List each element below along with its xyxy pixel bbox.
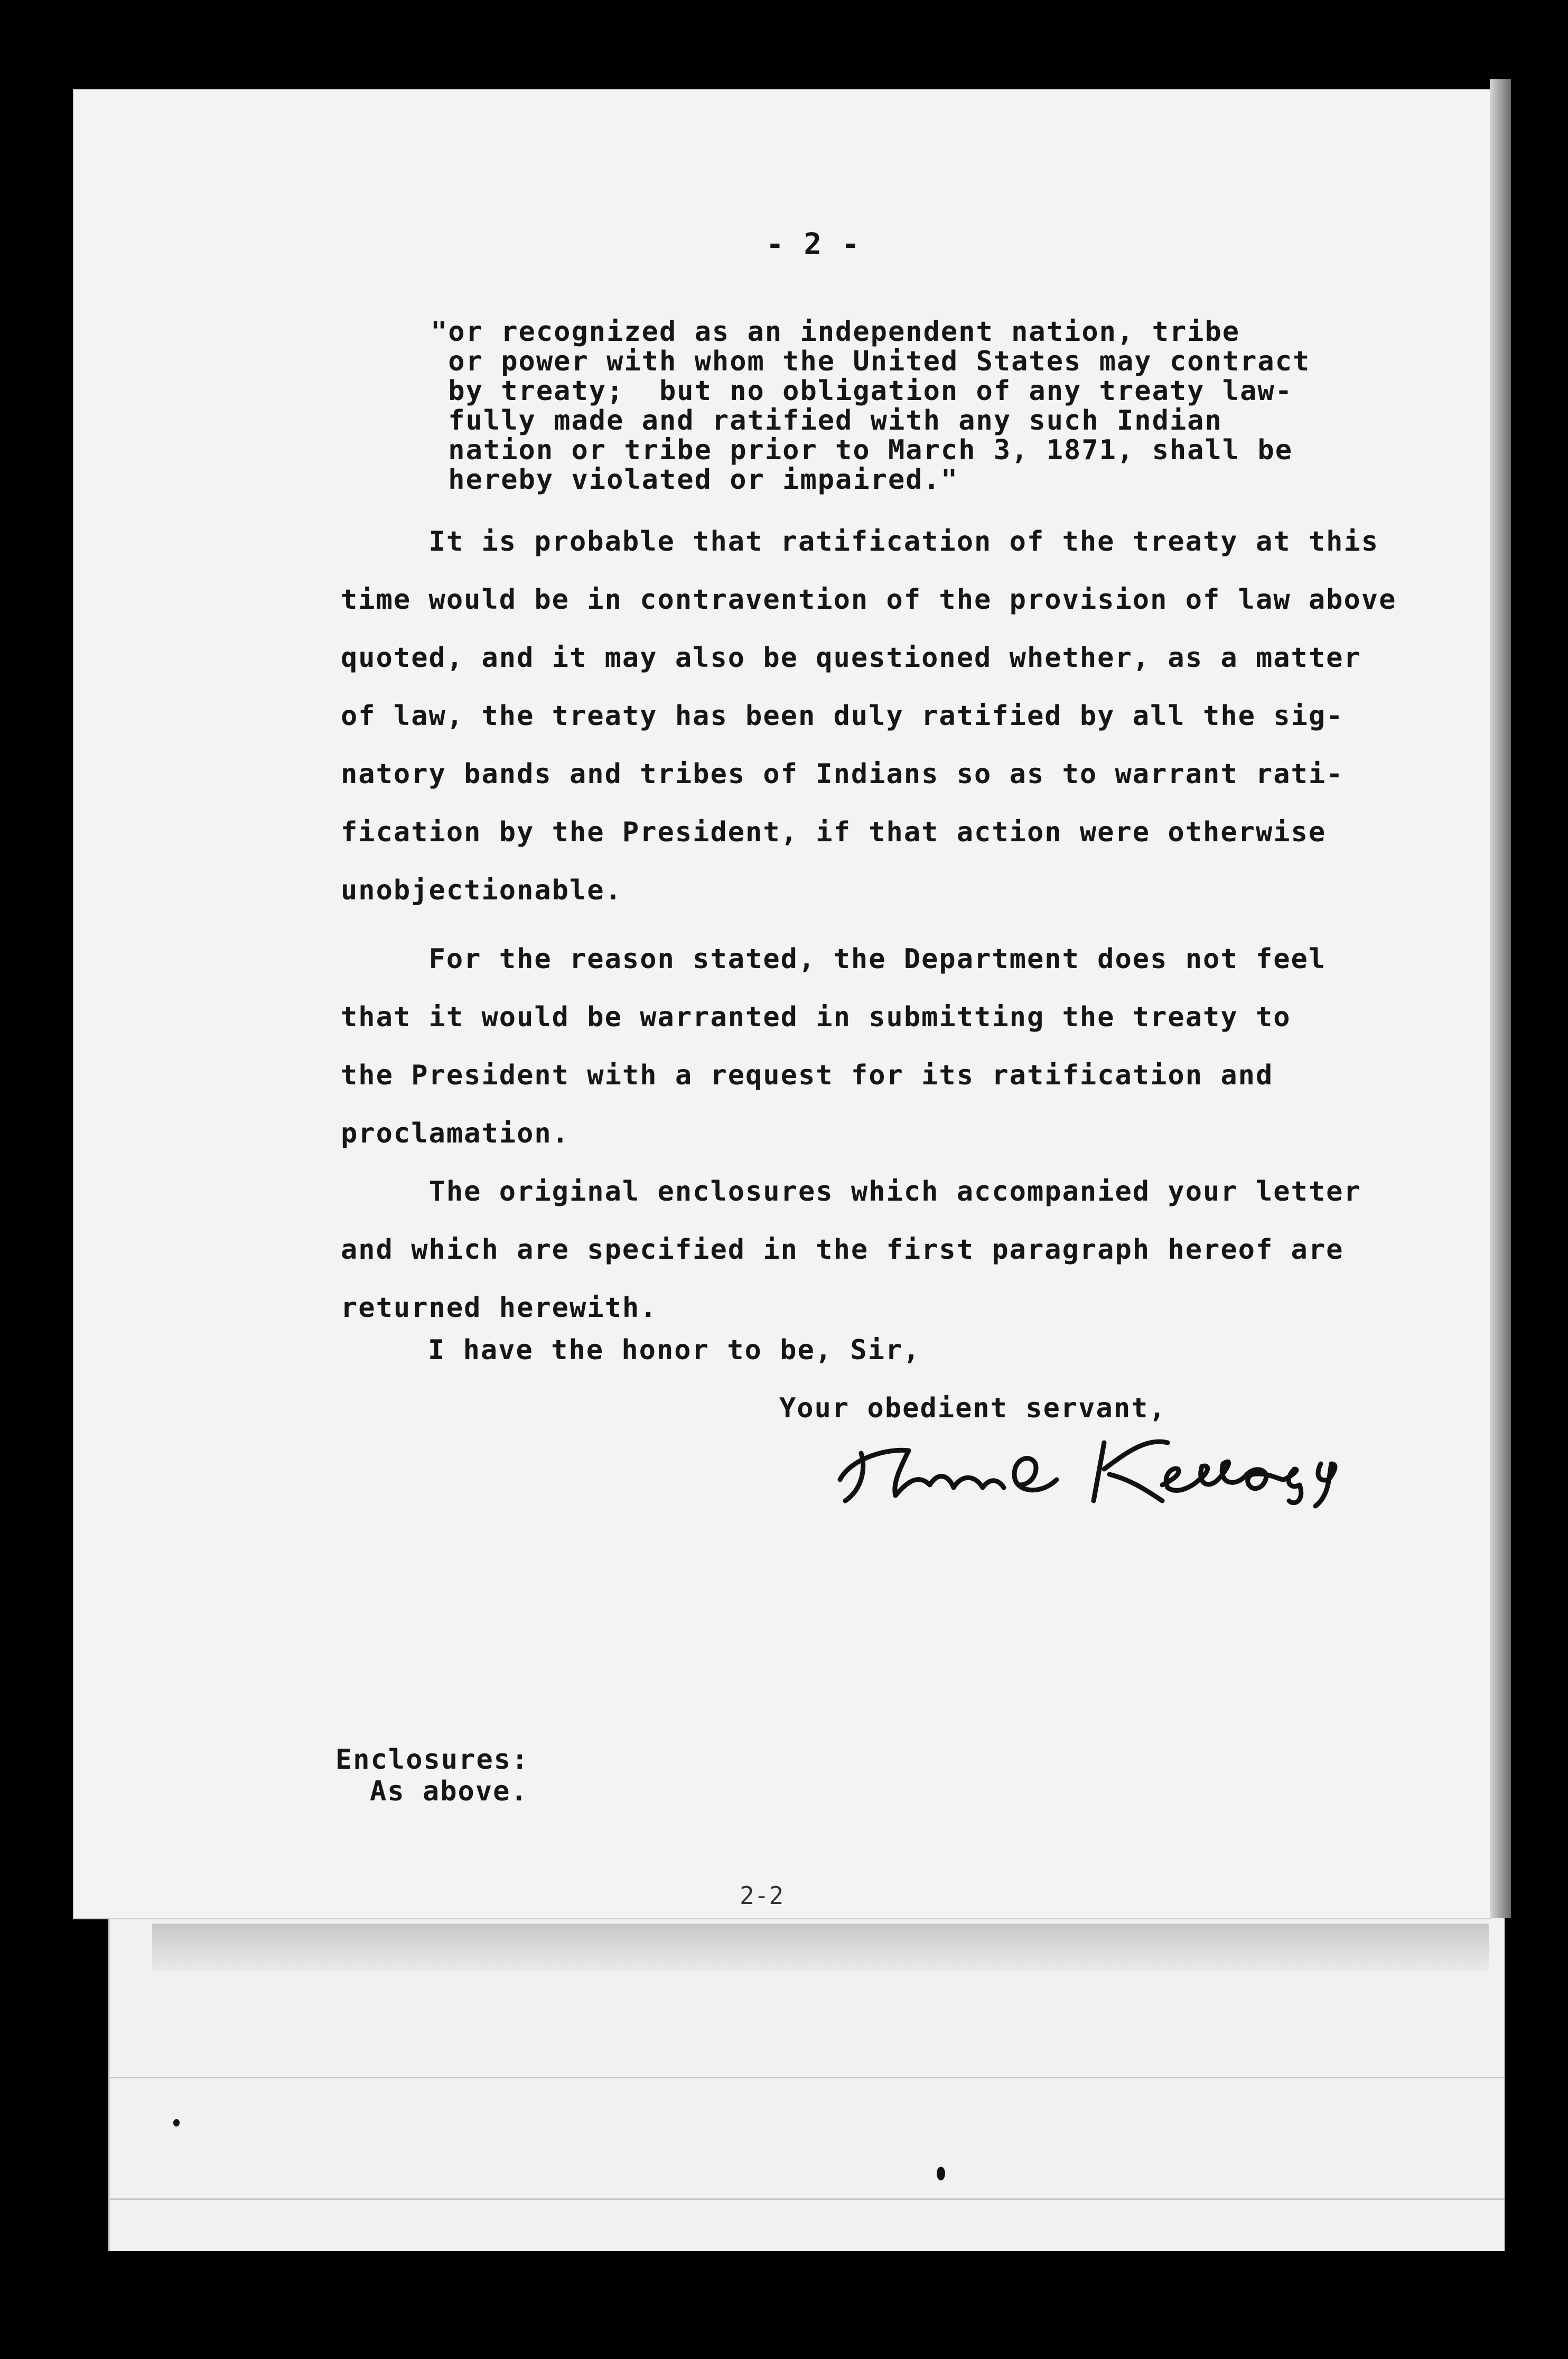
page-edge (1490, 79, 1511, 1918)
sheet-rule-line (110, 2077, 1505, 2078)
enclosures-note: As above. (370, 1776, 528, 1807)
closing-servant: Your obedient servant, (779, 1392, 1166, 1424)
closing-honor: I have the honor to be, Sir, (428, 1334, 921, 1366)
paragraph-ratification: It is probable that ratification of the treaty at this time would be in contravention of the provision of law above quoted, and it may also be questioned whether, as a matter of law, the treaty has been duly ratified by all the sig- natory bands and tribes of Indians so as to warrant rati- fication by the President, if that action were otherwise unobjectionable. (341, 526, 1397, 906)
footer-mark: 2-2 (740, 1881, 784, 1910)
sheet-rule-line (110, 2198, 1505, 2200)
page-number: - 2 - (766, 227, 861, 262)
enclosures-label: Enclosures: (335, 1744, 529, 1776)
ink-spot (173, 2119, 180, 2126)
signature-image (829, 1422, 1368, 1511)
quoted-law-text: "or recognized as an independent nation, tribe or power with whom the United States may contract by treaty; but no obligation of any treaty law- fully made and ratified with any such Indian nation or tribe prior to March 3, 1871, shall be hereby violated or impaired." (431, 316, 1311, 496)
underlying-sheet (108, 1902, 1505, 2251)
ink-spot (937, 2167, 945, 2180)
paragraph-reason: For the reason stated, the Department does not feel that it would be warranted in submitting the treaty to the President with a request for its ratification and proclamation. (341, 943, 1327, 1149)
sheet-shadow (152, 1924, 1489, 1971)
paragraph-enclosures-returned: The original enclosures which accompanied your letter and which are specified in the first paragraph hereof are returned herewith. (341, 1176, 1361, 1324)
